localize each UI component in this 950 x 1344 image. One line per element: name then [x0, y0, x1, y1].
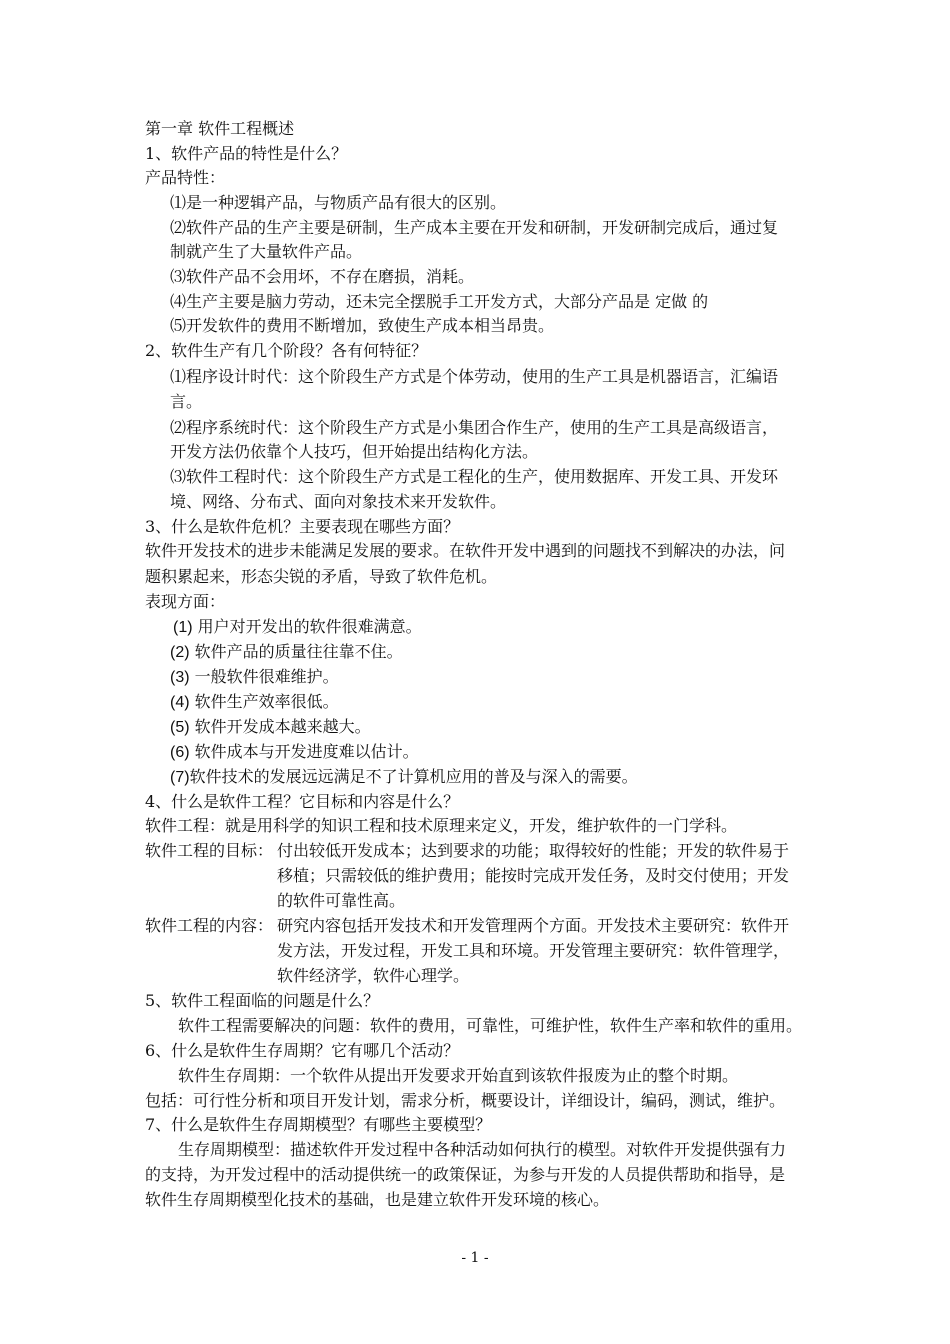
q3-title: 3、什么是软件危机？主要表现在哪些方面？ [145, 517, 460, 536]
q3-item [170, 641, 403, 664]
q3-intro: 表现方面： [145, 592, 226, 611]
item-number: (4) [170, 694, 190, 711]
q1-item: ⑷生产主要是脑力劳动，还未完全摆脱手工开发方式，大部分产品是 定做 的 [170, 292, 709, 311]
q4-goal-line: 付出较低开发成本；达到要求的功能；取得较好的性能；开发的软件易于 [277, 841, 790, 860]
q2-item: 境、网络、分布式、面向对象技术来开发软件。 [170, 492, 507, 511]
q4-definition: 软件工程：就是用科学的知识工程和技术原理来定义，开发，维护软件的一门学科。 [145, 816, 738, 835]
page-number: - 1 - [461, 1250, 489, 1266]
q2-item: ⑴程序设计时代：这个阶段生产方式是个体劳动，使用的生产工具是机器语言，汇编语 [170, 367, 779, 386]
q4-content-line: 软件经济学，软件心理学。 [277, 966, 470, 985]
q3-item [170, 716, 371, 739]
item-number: (7) [170, 769, 190, 786]
q3-item [170, 691, 339, 714]
q3-item [173, 616, 422, 639]
q1-item: ⑶软件产品不会用坏，不存在磨损，消耗。 [170, 267, 475, 286]
q7-paragraph-line: 的支持，为开发过程中的活动提供统一的政策保证，为参与开发的人员提供帮助和指导，是 [145, 1165, 786, 1184]
item-number: (2) [170, 644, 190, 661]
q1-intro: 产品特性： [145, 168, 226, 187]
q3-paragraph-line: 软件开发技术的进步未能满足发展的要求。在软件开发中遇到的问题找不到解决的办法，问 [145, 541, 786, 560]
q1-item: ⑴是一种逻辑产品，与物质产品有很大的区别。 [170, 193, 507, 212]
q7-title: 7、什么是软件生存周期模型？有哪些主要模型？ [145, 1115, 492, 1134]
q4-title: 4、什么是软件工程？它目标和内容是什么？ [145, 792, 460, 811]
q4-goal-line: 的软件可靠性高。 [277, 891, 406, 910]
item-text: 软件成本与开发进度难以估计。 [189, 742, 419, 761]
item-number: (3) [170, 669, 190, 686]
q4-content-line: 发方法，开发过程，开发工具和环境。开发管理主要研究：软件管理学， [277, 941, 790, 960]
q4-goal-line: 移植；只需较低的维护费用；能按时完成开发任务，及时交付使用；开发 [277, 866, 790, 885]
q2-item: 开发方法仍依靠个人技巧，但开始提出结构化方法。 [170, 442, 539, 461]
q4-content-label: 软件工程的内容： [145, 916, 274, 935]
q4-content-line: 研究内容包括开发技术和开发管理两个方面。开发技术主要研究：软件开 [277, 916, 790, 935]
item-number: (1) [173, 619, 193, 636]
q5-answer: 软件工程需要解决的问题：软件的费用，可靠性，可维护性，软件生产率和软件的重用。 [178, 1016, 803, 1035]
item-number: (5) [170, 719, 190, 736]
item-text: 软件技术的发展远远满足不了计算机应用的普及与深入的需要。 [189, 767, 638, 786]
q2-item: ⑵程序系统时代：这个阶段生产方式是小集团合作生产，使用的生产工具是高级语言， [170, 418, 779, 437]
item-text: 软件生产效率很低。 [189, 692, 339, 711]
item-text: 一般软件很难维护。 [189, 667, 339, 686]
q2-item: ⑶软件工程时代：这个阶段生产方式是工程化的生产，使用数据库、开发工具、开发环 [170, 467, 779, 486]
q4-goal-label: 软件工程的目标： [145, 841, 274, 860]
q3-item [170, 766, 638, 789]
q6-answer: 软件生存周期：一个软件从提出开发要求开始直到该软件报废为止的整个时期。 [178, 1066, 739, 1085]
chapter-title: 第一章 软件工程概述 [145, 119, 295, 138]
q1-title: 1、软件产品的特性是什么？ [145, 144, 348, 163]
q1-item: ⑵软件产品的生产主要是研制，生产成本主要在开发和研制，开发研制完成后，通过复 [170, 218, 779, 237]
q1-item: 制就产生了大量软件产品。 [170, 242, 363, 261]
q3-item [170, 666, 339, 689]
q2-item: 言。 [170, 392, 203, 411]
q3-paragraph-line: 题积累起来，形态尖锐的矛盾，导致了软件危机。 [145, 567, 498, 586]
q5-title: 5、软件工程面临的问题是什么？ [145, 991, 380, 1010]
q2-title: 2、软件生产有几个阶段？各有何特征？ [145, 341, 428, 360]
item-text: 软件产品的质量往往靠不住。 [189, 642, 403, 661]
q6-includes: 包括：可行性分析和项目开发计划，需求分析，概要设计，详细设计，编码，测试，维护。 [145, 1091, 786, 1110]
q1-item: ⑸开发软件的费用不断增加，致使生产成本相当昂贵。 [170, 316, 555, 335]
item-text: 软件开发成本越来越大。 [189, 717, 371, 736]
item-text: 用户对开发出的软件很难满意。 [192, 617, 422, 636]
q3-item [170, 741, 419, 764]
item-number: (6) [170, 744, 190, 761]
q7-paragraph-line: 软件生存周期模型化技术的基础，也是建立软件开发环境的核心。 [145, 1190, 610, 1209]
q7-paragraph-line: 生存周期模型：描述软件开发过程中各种活动如何执行的模型。对软件开发提供强有力 [178, 1140, 787, 1159]
q6-title: 6、什么是软件生存周期？它有哪几个活动？ [145, 1041, 460, 1060]
